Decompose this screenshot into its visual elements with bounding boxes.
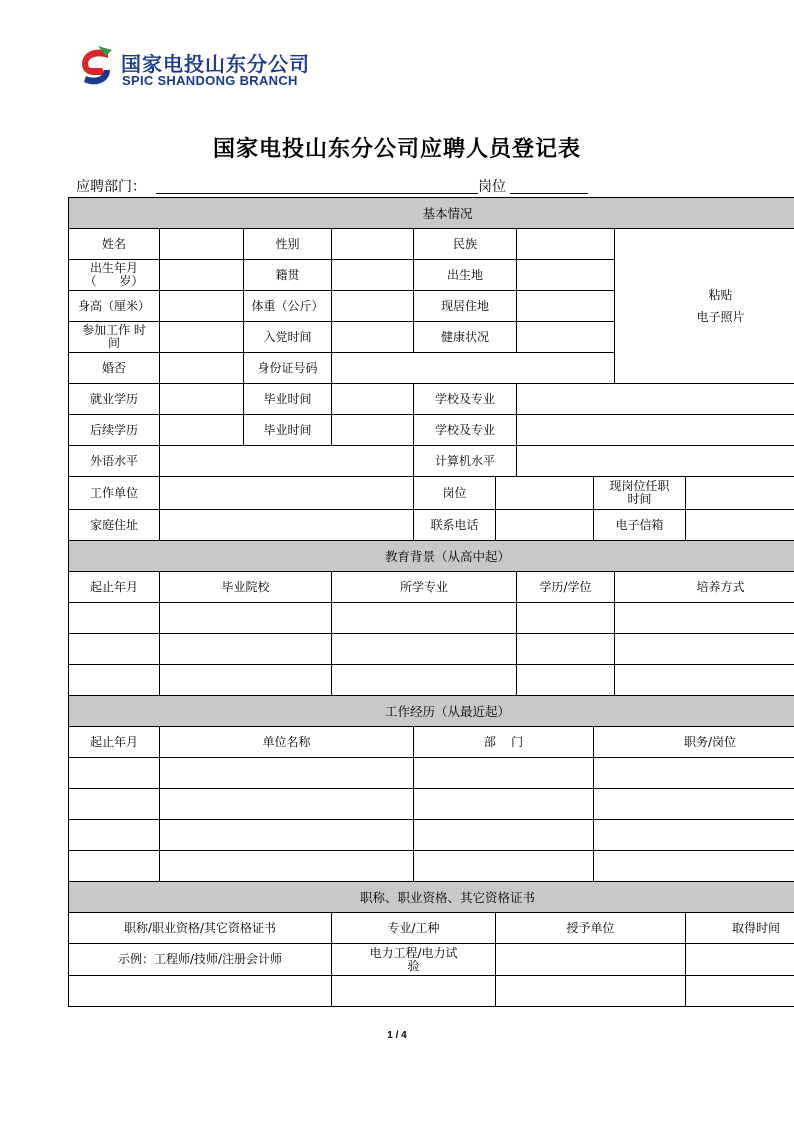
label-graduation-time: 毕业时间 — [244, 384, 332, 415]
work-cell[interactable] — [69, 758, 160, 789]
label-native-place: 籍贯 — [244, 260, 332, 291]
work-cell[interactable] — [160, 851, 414, 882]
label-employment-edu: 就业学历 — [69, 384, 160, 415]
table-row — [69, 634, 794, 665]
field-school-major-2[interactable] — [517, 415, 794, 446]
field-home-address[interactable] — [160, 510, 414, 541]
cert-cell[interactable] — [496, 944, 686, 976]
label-health: 健康状况 — [414, 322, 517, 353]
field-further-edu[interactable] — [160, 415, 244, 446]
cert-cell[interactable] — [332, 976, 496, 1007]
table-row — [69, 851, 794, 882]
work-col-period: 起止年月 — [69, 727, 160, 758]
work-col-employer: 单位名称 — [160, 727, 414, 758]
cert-col-issuer: 授予单位 — [496, 913, 686, 944]
birth-label-1: 出生年月 — [89, 261, 138, 275]
field-weight[interactable] — [332, 291, 414, 322]
photo-label-1: 粘贴 — [708, 288, 733, 302]
work-cell[interactable] — [414, 820, 594, 851]
position-label: 岗位 — [478, 179, 506, 195]
label-language: 外语水平 — [69, 446, 160, 477]
work-cell[interactable] — [414, 758, 594, 789]
field-name[interactable] — [160, 229, 244, 260]
edu-cell[interactable] — [69, 665, 160, 696]
work-start-label-2: 间 — [107, 336, 120, 350]
work-start-label-1: 参加工作 时 — [82, 323, 146, 337]
edu-cell[interactable] — [332, 603, 517, 634]
label-birthplace: 出生地 — [414, 260, 517, 291]
work-cell[interactable] — [594, 758, 794, 789]
field-residence[interactable] — [517, 291, 615, 322]
birth-label-2: （ 岁） — [84, 274, 144, 288]
field-party-date[interactable] — [332, 322, 414, 353]
field-birth[interactable] — [160, 260, 244, 291]
label-marital: 婚否 — [69, 353, 160, 384]
logo-english-text: SPIC SHANDONG BRANCH — [122, 73, 298, 88]
work-col-department: 部 门 — [414, 727, 594, 758]
edu-col-degree: 学历/学位 — [517, 572, 615, 603]
label-school-major-2: 学校及专业 — [414, 415, 517, 446]
photo-area[interactable] — [615, 229, 794, 384]
work-cell[interactable] — [69, 789, 160, 820]
department-field[interactable] — [156, 176, 478, 194]
field-employer[interactable] — [160, 477, 414, 510]
field-gender[interactable] — [332, 229, 414, 260]
logo-chinese-text: 国家电投山东分公司 — [121, 52, 310, 76]
work-cell[interactable] — [594, 851, 794, 882]
section-education: 教育背景（从高中起） — [69, 541, 794, 572]
edu-col-school: 毕业院校 — [160, 572, 332, 603]
cert-cell[interactable] — [686, 944, 794, 976]
work-cell[interactable] — [594, 789, 794, 820]
spic-logo-icon — [78, 44, 114, 90]
field-native-place[interactable] — [332, 260, 414, 291]
label-birth — [69, 260, 160, 291]
label-computer: 计算机水平 — [414, 446, 517, 477]
edu-cell[interactable] — [517, 603, 615, 634]
section-certificates: 职称、职业资格、其它资格证书 — [69, 882, 794, 913]
table-row — [69, 758, 794, 789]
label-school-major: 学校及专业 — [414, 384, 517, 415]
work-cell[interactable] — [594, 820, 794, 851]
position-field[interactable] — [510, 176, 588, 194]
field-post-time[interactable] — [686, 477, 794, 510]
edu-cell[interactable] — [615, 634, 794, 665]
work-cell[interactable] — [414, 851, 594, 882]
work-col-title: 职务/岗位 — [594, 727, 794, 758]
edu-cell[interactable] — [160, 634, 332, 665]
field-height[interactable] — [160, 291, 244, 322]
cert-cell[interactable] — [69, 976, 332, 1007]
cert-example[interactable]: 示例：工程师/技师/注册会计师 — [69, 944, 332, 976]
edu-cell[interactable] — [517, 665, 615, 696]
label-post-time — [594, 477, 686, 510]
registration-form-table — [68, 197, 794, 1007]
section-work: 工作经历（从最近起） — [69, 696, 794, 727]
section-basic-info: 基本情况 — [69, 198, 794, 229]
field-work-start[interactable] — [160, 322, 244, 353]
cert-col-major: 专业/工种 — [332, 913, 496, 944]
cert-cell[interactable] — [686, 976, 794, 1007]
edu-cell[interactable] — [517, 634, 615, 665]
label-graduation-time-2: 毕业时间 — [244, 415, 332, 446]
cert-example-major-1: 电力工程/电力试 — [369, 945, 458, 960]
cert-col-title: 职称/职业资格/其它资格证书 — [69, 913, 332, 944]
work-cell[interactable] — [160, 758, 414, 789]
label-employer: 工作单位 — [69, 477, 160, 510]
field-email[interactable] — [686, 510, 794, 541]
field-birthplace[interactable] — [517, 260, 615, 291]
label-further-edu: 后续学历 — [69, 415, 160, 446]
apply-header — [76, 176, 596, 198]
table-row — [69, 665, 794, 696]
table-row — [69, 944, 794, 976]
label-height: 身高（厘米） — [69, 291, 160, 322]
company-logo — [78, 44, 318, 90]
label-party-date: 入党时间 — [244, 322, 332, 353]
edu-col-mode: 培养方式 — [615, 572, 794, 603]
table-row — [69, 603, 794, 634]
cert-example-major[interactable] — [332, 944, 496, 976]
post-time-label-2: 时间 — [627, 492, 652, 506]
department-label: 应聘部门： — [76, 179, 146, 195]
edu-cell[interactable] — [615, 603, 794, 634]
edu-cell[interactable] — [160, 603, 332, 634]
table-row — [69, 789, 794, 820]
edu-cell[interactable] — [69, 634, 160, 665]
label-id-number: 身份证号码 — [244, 353, 332, 384]
photo-label-2: 电子照片 — [696, 310, 745, 324]
edu-cell[interactable] — [332, 665, 517, 696]
work-cell[interactable] — [69, 820, 160, 851]
field-ethnicity[interactable] — [517, 229, 615, 260]
page-number: 1 / 4 — [387, 1030, 407, 1041]
edu-cell[interactable] — [160, 665, 332, 696]
field-health[interactable] — [517, 322, 615, 353]
cert-col-date: 取得时间 — [686, 913, 794, 944]
field-school-major[interactable] — [517, 384, 794, 415]
work-cell[interactable] — [414, 789, 594, 820]
edu-col-major: 所学专业 — [332, 572, 517, 603]
label-post: 岗位 — [414, 477, 496, 510]
label-email: 电子信箱 — [594, 510, 686, 541]
label-phone: 联系电话 — [414, 510, 496, 541]
label-name: 姓名 — [69, 229, 160, 260]
edu-col-period: 起止年月 — [69, 572, 160, 603]
edu-cell[interactable] — [69, 603, 160, 634]
field-language[interactable] — [160, 446, 414, 477]
field-computer[interactable] — [517, 446, 794, 477]
field-marital[interactable] — [160, 353, 244, 384]
table-row — [69, 976, 794, 1007]
field-graduation-time[interactable] — [332, 384, 414, 415]
label-work-start — [69, 322, 160, 353]
cert-example-major-2: 验 — [407, 958, 420, 973]
work-cell[interactable] — [160, 820, 414, 851]
post-time-label-1: 现岗位任职 — [609, 479, 670, 493]
field-graduation-time-2[interactable] — [332, 415, 414, 446]
field-employment-edu[interactable] — [160, 384, 244, 415]
edu-cell[interactable] — [615, 665, 794, 696]
label-weight: 体重（公斤） — [244, 291, 332, 322]
work-cell[interactable] — [160, 789, 414, 820]
label-home-address: 家庭住址 — [69, 510, 160, 541]
field-post[interactable] — [496, 477, 594, 510]
table-row — [69, 820, 794, 851]
form-title: 国家电投山东分公司应聘人员登记表 — [212, 136, 581, 162]
label-gender: 性别 — [244, 229, 332, 260]
cert-cell[interactable] — [496, 976, 686, 1007]
edu-cell[interactable] — [332, 634, 517, 665]
field-phone[interactable] — [496, 510, 594, 541]
field-id-number[interactable] — [332, 353, 615, 384]
work-cell[interactable] — [69, 851, 160, 882]
label-residence: 现居住地 — [414, 291, 517, 322]
label-ethnicity: 民族 — [414, 229, 517, 260]
